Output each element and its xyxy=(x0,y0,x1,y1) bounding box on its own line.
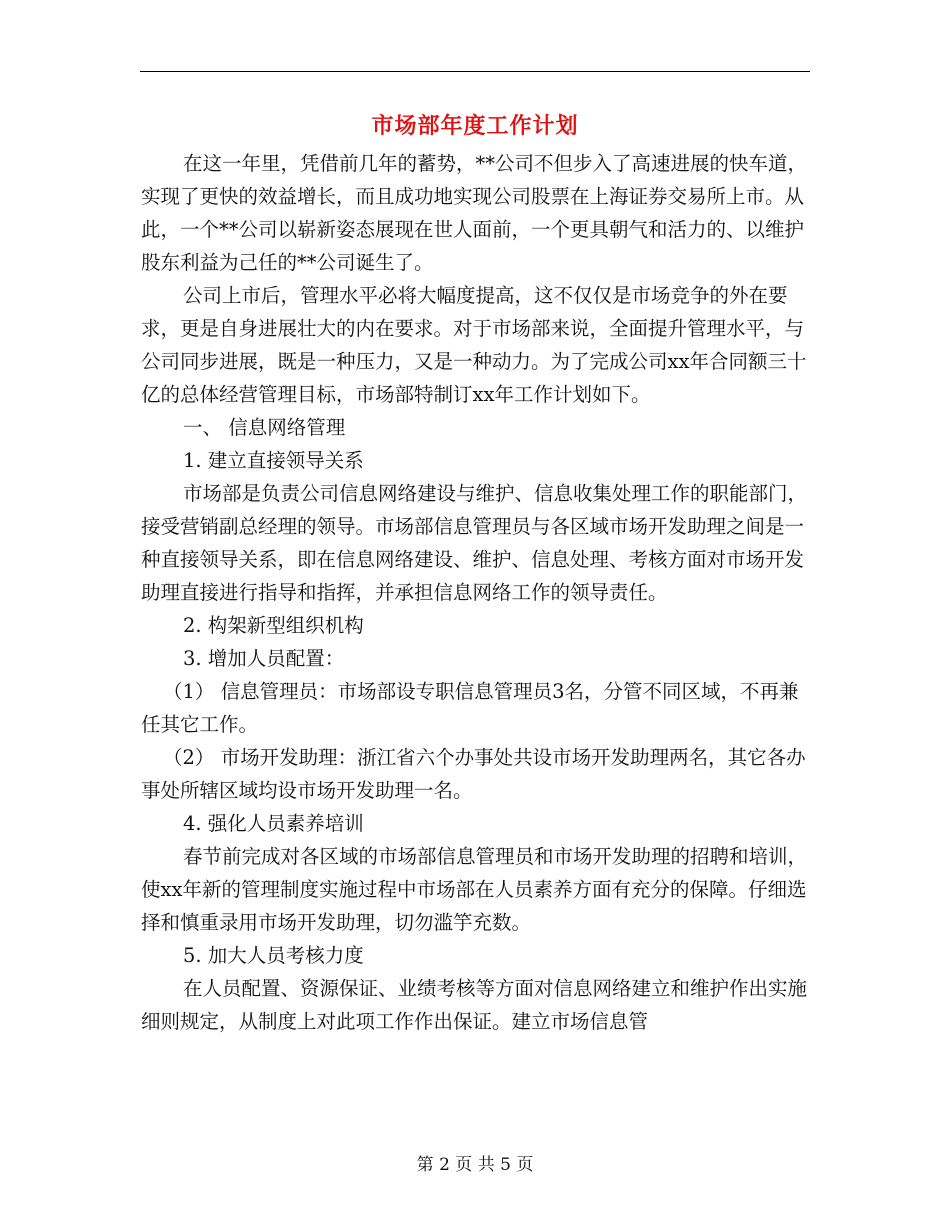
section-heading-info-network: 一、 信息网络管理 xyxy=(183,416,346,439)
item-heading-1: 1. 建立直接领导关系 xyxy=(183,449,364,472)
paragraph-intro: 在这一年里，凭借前几年的蓄势，**公司不但步入了高速进展的快车道，实现了更快的效益增长，而且成功地实现公司股票在上海证券交易所上市。从此，一个**公司以崭新姿态展现在世人面前，一个更具朝气和活力的、以维护股东利益为己任的**公司诞生了。 xyxy=(141,152,808,274)
sub-item-1: （1） 信息管理员：市场部设专职信息管理员3名，分管不同区域，不再兼任其它工作。 xyxy=(141,680,799,736)
paragraph-assessment: 在人员配置、资源保证、业绩考核等方面对信息网络建立和维护作出实施细则规定，从制度上对此项工作作出保证。建立市场信息管 xyxy=(141,977,808,1033)
document-title: 市场部年度工作计划 xyxy=(371,113,579,139)
item-heading-2: 2. 构架新型组织机构 xyxy=(183,614,364,637)
item-heading-4: 4. 强化人员素养培训 xyxy=(183,812,364,835)
paragraph-leadership: 市场部是负责公司信息网络建设与维护、信息收集处理工作的职能部门，接受营销副总经理的领导。市场部信息管理员与各区域市场开发助理之间是一种直接领导关系，即在信息网络建设、维护、信息处理、考核方面对市场开发助理直接进行指导和指挥，并承担信息网络工作的领导责任。 xyxy=(141,482,808,604)
paragraph-goal: 公司上市后，管理水平必将大幅度提高，这不仅仅是市场竞争的外在要求，更是自身进展壮大的内在要求。对于市场部来说，全面提升管理水平，与公司同步进展，既是一种压力，又是一种动力。为了完成公司xx年合同额三十亿的总体经营管理目标，市场部特制订xx年工作计划如下。 xyxy=(141,284,807,406)
item-heading-3: 3. 增加人员配置： xyxy=(183,647,345,670)
header-rule xyxy=(140,71,810,72)
document-body xyxy=(141,147,811,1038)
item-heading-5: 5. 加大人员考核力度 xyxy=(183,944,364,967)
sub-item-2: （2） 市场开发助理：浙江省六个办事处共设市场开发助理两名，其它各办事处所辖区域均设市场开发助理一名。 xyxy=(141,746,806,802)
paragraph-training: 春节前完成对各区域的市场部信息管理员和市场开发助理的招聘和培训，使xx年新的管理制度实施过程中市场部在人员素养方面有充分的保障。仔细选择和慎重录用市场开发助理，切勿滥竽充数。 xyxy=(141,845,808,934)
page-footer: 第 2 页 共 5 页 xyxy=(416,1155,534,1175)
